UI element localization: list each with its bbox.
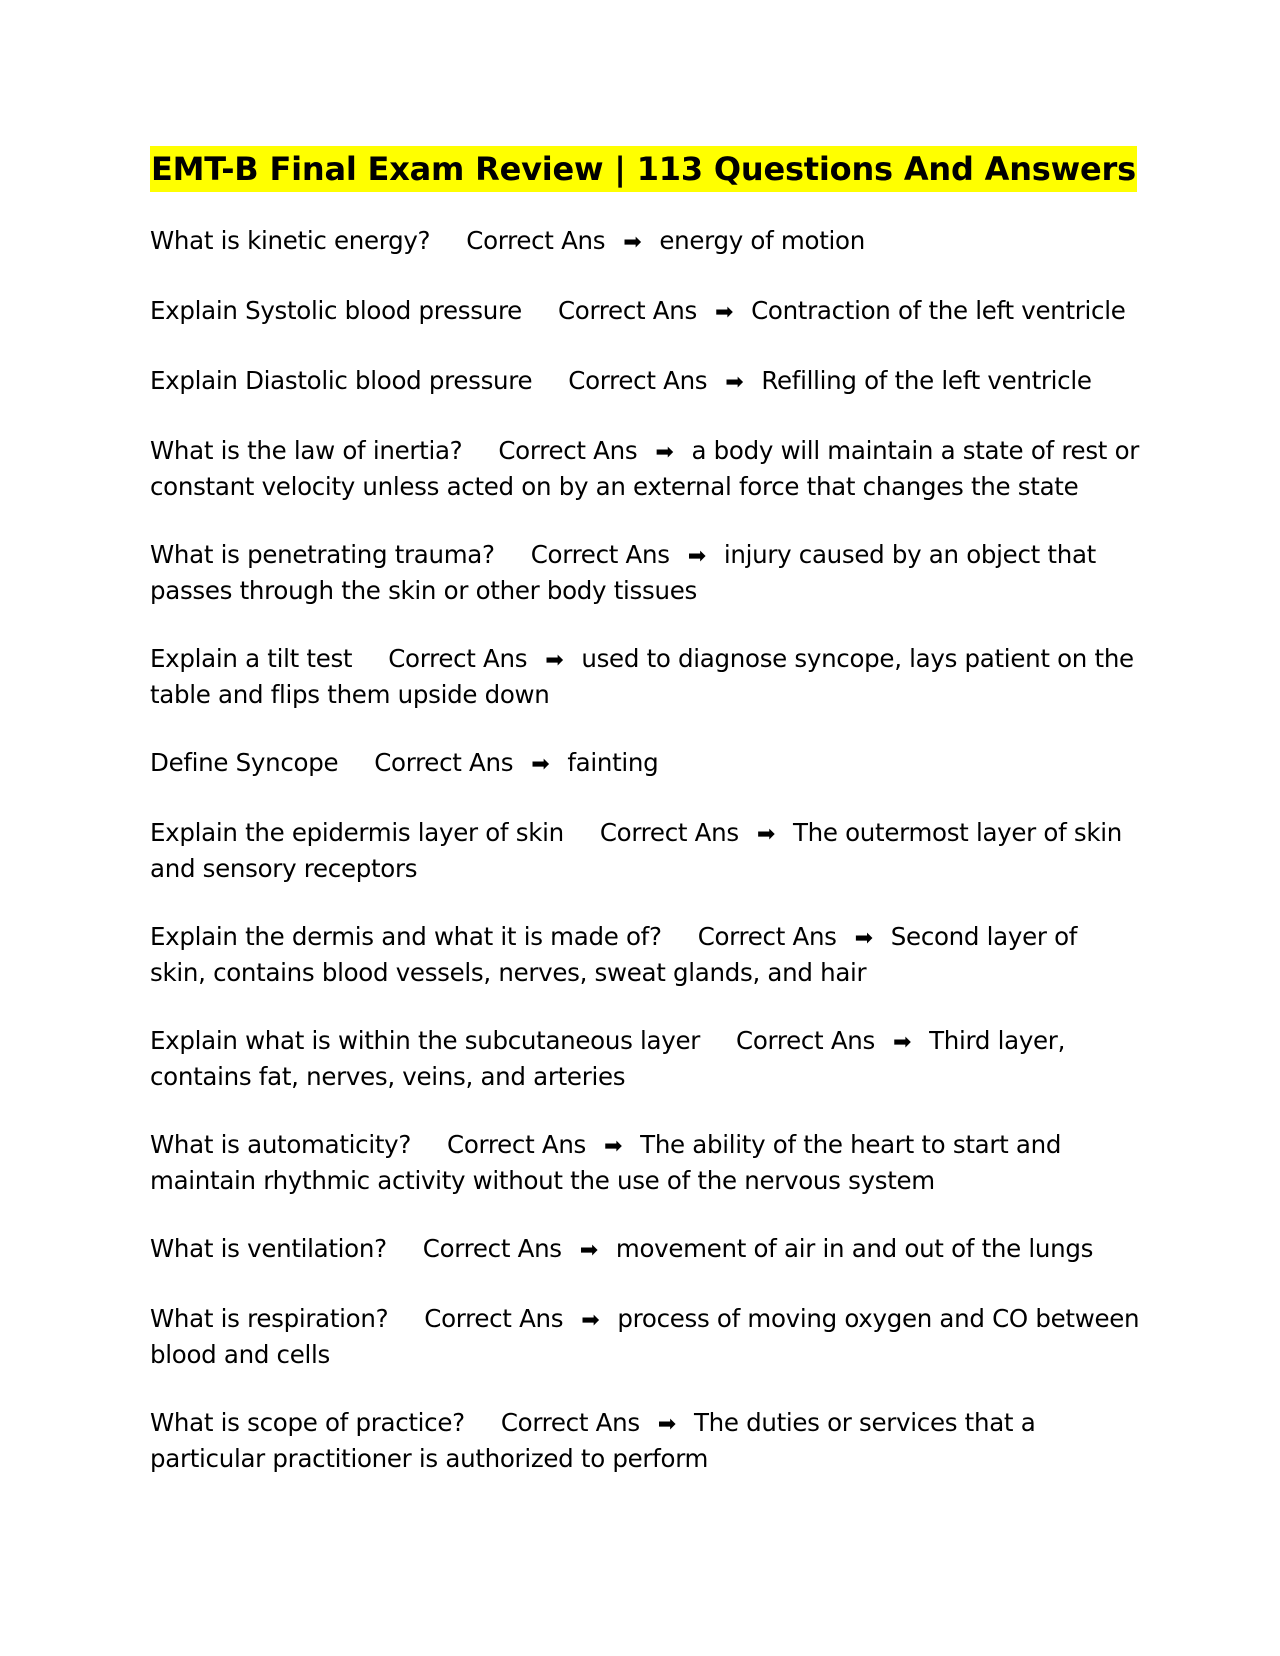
answer-label: Correct Ans: [500, 1408, 640, 1437]
arrow-right-icon: ➡: [725, 370, 744, 395]
answer-text: The duties or services that a particular practitioner is authorized to perform: [150, 1408, 1036, 1473]
qa-item: [150, 642, 1140, 712]
question-text: Define Syncope: [150, 748, 339, 777]
answer-label: Correct Ans: [388, 644, 528, 673]
arrow-right-icon: ➡: [623, 230, 642, 255]
qa-item: [150, 816, 1140, 886]
arrow-right-icon: ➡: [531, 752, 550, 777]
answer-label: Correct Ans: [374, 748, 514, 777]
answer-text: The ability of the heart to start and maintain rhythmic activity without the use of the nervous system: [150, 1130, 1062, 1195]
question-text: What is penetrating trauma?: [150, 540, 495, 569]
answer-text: energy of motion: [659, 226, 865, 255]
qa-item: [150, 364, 1140, 400]
qa-item: [150, 1406, 1140, 1476]
arrow-right-icon: ➡: [604, 1134, 623, 1159]
answer-text: Third layer, contains fat, nerves, veins, and arteries: [150, 1026, 1066, 1091]
arrow-right-icon: ➡: [657, 1412, 676, 1437]
qa-list: [150, 224, 1140, 1476]
question-text: What is automaticity?: [150, 1130, 412, 1159]
answer-label: Correct Ans: [736, 1026, 875, 1055]
question-text: What is respiration?: [150, 1304, 389, 1333]
answer-label: Correct Ans: [447, 1130, 587, 1159]
answer-label: Correct Ans: [422, 1234, 562, 1263]
arrow-right-icon: ➡: [579, 1238, 598, 1263]
arrow-right-icon: ➡: [655, 440, 674, 465]
qa-item: [150, 920, 1140, 990]
question-text: Explain Diastolic blood pressure: [150, 366, 533, 395]
question-text: What is the law of inertia?: [150, 436, 463, 465]
qa-item: [150, 294, 1140, 330]
arrow-right-icon: ➡: [854, 926, 873, 951]
answer-label: Correct Ans: [466, 226, 606, 255]
arrow-right-icon: ➡: [714, 300, 734, 325]
question-text: Explain what is within the subcutaneous layer: [150, 1026, 701, 1055]
qa-item: [150, 1302, 1140, 1372]
answer-label: Correct Ans: [599, 818, 739, 847]
arrow-right-icon: ➡: [892, 1030, 912, 1055]
qa-item: [150, 538, 1140, 608]
answer-label: Correct Ans: [530, 540, 670, 569]
answer-text: movement of air in and out of the lungs: [615, 1234, 1094, 1263]
qa-item: [150, 434, 1140, 504]
qa-item: [150, 1128, 1140, 1198]
question-text: Explain Systolic blood pressure: [150, 296, 522, 325]
answer-text: injury caused by an object that passes through the skin or other body tissues: [150, 540, 1096, 605]
arrow-right-icon: ➡: [545, 648, 564, 673]
question-text: Explain the epidermis layer of skin: [150, 818, 564, 847]
answer-text: Contraction of the left ventricle: [751, 296, 1126, 325]
answer-label: Correct Ans: [697, 922, 837, 951]
qa-item: [150, 746, 1140, 782]
answer-text: used to diagnose syncope, lays patient on the table and flips them upside down: [150, 644, 1134, 709]
answer-text: process of moving oxygen and CO between blood and cells: [150, 1304, 1140, 1369]
answer-text: The outermost layer of skin and sensory receptors: [150, 818, 1123, 883]
document-page: [150, 146, 1140, 1510]
answer-text: Second layer of skin, contains blood vessels, nerves, sweat glands, and hair: [150, 922, 1078, 987]
qa-item: [150, 1024, 1140, 1094]
answer-label: Correct Ans: [557, 296, 697, 325]
qa-item: [150, 1232, 1140, 1268]
question-text: Explain the dermis and what it is made of?: [150, 922, 662, 951]
answer-text: Refilling of the left ventricle: [761, 366, 1092, 395]
answer-label: Correct Ans: [498, 436, 638, 465]
answer-text: a body will maintain a state of rest or constant velocity unless acted on by an external force that changes the state: [150, 436, 1140, 501]
answer-text: fainting: [567, 748, 659, 777]
arrow-right-icon: ➡: [687, 544, 706, 569]
question-text: What is scope of practice?: [150, 1408, 465, 1437]
question-text: What is ventilation?: [150, 1234, 387, 1263]
document-title: EMT-B Final Exam Review | 113 Questions And Answers: [150, 146, 1137, 192]
question-text: What is kinetic energy?: [150, 226, 431, 255]
question-text: Explain a tilt test: [150, 644, 353, 673]
arrow-right-icon: ➡: [581, 1308, 600, 1333]
qa-item: [150, 224, 1140, 260]
answer-label: Correct Ans: [424, 1304, 564, 1333]
answer-label: Correct Ans: [568, 366, 708, 395]
arrow-right-icon: ➡: [756, 822, 775, 847]
